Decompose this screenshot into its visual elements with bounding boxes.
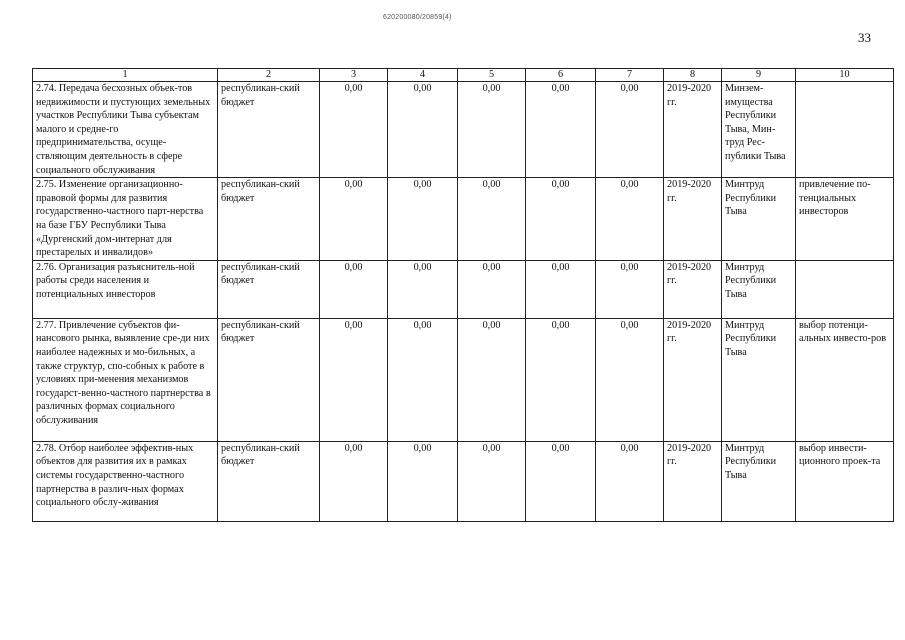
funding-source-cell: республикан-ский бюджет: [218, 178, 320, 261]
funding-source-cell: республикан-ский бюджет: [218, 260, 320, 318]
amount-cell: 0,00: [320, 318, 388, 441]
column-header: 2: [218, 69, 320, 82]
column-header: 5: [458, 69, 526, 82]
amount-cell: 0,00: [596, 260, 664, 318]
responsible-cell: Минтруд Республики Тыва: [722, 260, 796, 318]
amount-cell: 0,00: [596, 82, 664, 178]
amount-cell: 0,00: [458, 441, 526, 521]
amount-cell: 0,00: [458, 318, 526, 441]
amount-cell: 0,00: [320, 260, 388, 318]
responsible-cell: Минтруд Республики Тыва: [722, 318, 796, 441]
column-header: 4: [388, 69, 458, 82]
measure-name-cell: 2.75. Изменение организационно-правовой формы для развития государственно-частного парт-нерства на базе ГБУ Республики Тыва «Дургенский дом-интернат для престарелых и инвалидов»: [33, 178, 218, 261]
result-cell: [796, 82, 894, 178]
amount-cell: 0,00: [526, 178, 596, 261]
result-cell: выбор инвести-ционного проек-та: [796, 441, 894, 521]
result-cell: привлечение по-тенциальных инвесторов: [796, 178, 894, 261]
amount-cell: 0,00: [388, 318, 458, 441]
amount-cell: 0,00: [526, 260, 596, 318]
period-cell: 2019-2020 гг.: [664, 318, 722, 441]
table-row: [33, 178, 894, 261]
table-row: [33, 318, 894, 441]
result-cell: [796, 260, 894, 318]
program-measures-table: [32, 68, 894, 522]
amount-cell: 0,00: [458, 82, 526, 178]
period-cell: 2019-2020 гг.: [664, 178, 722, 261]
funding-source-cell: республикан-ский бюджет: [218, 441, 320, 521]
amount-cell: 0,00: [458, 178, 526, 261]
amount-cell: 0,00: [526, 441, 596, 521]
measure-name-cell: 2.78. Отбор наиболее эффектив-ных объектов для развития их в рамках системы государственно-частного партнерства в различ-ных формах социального обслу-живания: [33, 441, 218, 521]
period-cell: 2019-2020 гг.: [664, 260, 722, 318]
period-cell: 2019-2020 гг.: [664, 82, 722, 178]
amount-cell: 0,00: [388, 82, 458, 178]
measure-name-cell: 2.76. Организация разъяснитель-ной работы среди населения и потенциальных инвесторов: [33, 260, 218, 318]
amount-cell: 0,00: [458, 260, 526, 318]
amount-cell: 0,00: [526, 318, 596, 441]
measure-name-cell: 2.77. Привлечение субъектов фи-нансового рынка, выявление сре-ди них наиболее надежных и мо-бильных, а также структур, спо-собных к работе в условиях при-менения механизмов государст-венно-частного партнерства в различных формах социального обслуживания: [33, 318, 218, 441]
measure-name-cell: 2.74. Передача бесхозных объек-тов недвижимости и пустующих земельных участков Республики Тыва субъектам малого и средне-го предпринимательства, осуще-ствляющим деятельность в сфере социального обслуживания: [33, 82, 218, 178]
amount-cell: 0,00: [388, 178, 458, 261]
table-row: [33, 260, 894, 318]
amount-cell: 0,00: [596, 178, 664, 261]
amount-cell: 0,00: [596, 318, 664, 441]
responsible-cell: Минзем-имущества Республики Тыва, Мин-труд Рес-публики Тыва: [722, 82, 796, 178]
document-scan-id: 620200080/20859(4): [383, 14, 452, 21]
amount-cell: 0,00: [388, 441, 458, 521]
column-header: 6: [526, 69, 596, 82]
table-row: [33, 82, 894, 178]
funding-source-cell: республикан-ский бюджет: [218, 318, 320, 441]
amount-cell: 0,00: [320, 82, 388, 178]
amount-cell: 0,00: [320, 441, 388, 521]
column-header: 10: [796, 69, 894, 82]
responsible-cell: Минтруд Республики Тыва: [722, 441, 796, 521]
column-header: 9: [722, 69, 796, 82]
table-header-row: [33, 69, 894, 82]
column-header: 8: [664, 69, 722, 82]
table-row: [33, 441, 894, 521]
column-header: 7: [596, 69, 664, 82]
amount-cell: 0,00: [596, 441, 664, 521]
period-cell: 2019-2020 гг.: [664, 441, 722, 521]
amount-cell: 0,00: [320, 178, 388, 261]
amount-cell: 0,00: [526, 82, 596, 178]
page-number: 33: [858, 30, 871, 45]
result-cell: выбор потенци-альных инвесто-ров: [796, 318, 894, 441]
amount-cell: 0,00: [388, 260, 458, 318]
column-header: 1: [33, 69, 218, 82]
column-header: 3: [320, 69, 388, 82]
responsible-cell: Минтруд Республики Тыва: [722, 178, 796, 261]
funding-source-cell: республикан-ский бюджет: [218, 82, 320, 178]
